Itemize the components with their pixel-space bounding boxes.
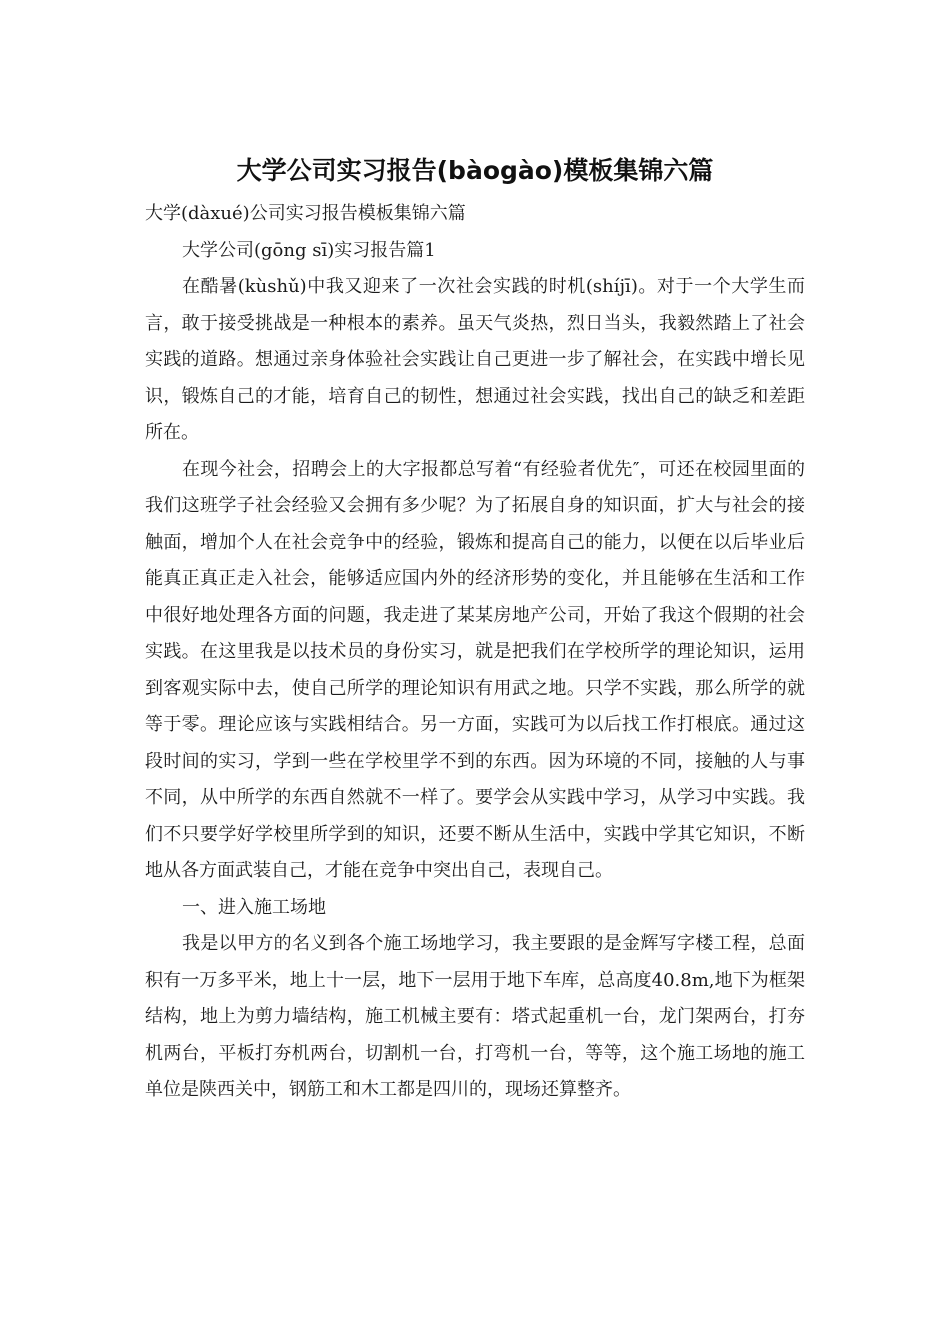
document-title: 大学公司实习报告(bàogào)模板集锦六篇 — [236, 156, 714, 185]
list-heading: 一、进入施工场地 — [182, 896, 326, 918]
document-body — [145, 196, 805, 1109]
paragraph-2: 在现今社会，招聘会上的大字报都总写着“有经验者优先″，可还在校园里面的我们这班学子社会经验又会拥有多少呢？为了拓展自身的知识面，扩大与社会的接触面，增加个人在社会竞争中的经验，锻炼和提高自己的能力，以便在以后毕业后能真正真正走入社会，能够适应国内外的经济形势的变化，并且能够在生活和工作中很好地处理各方面的问题，我走进了某某房地产公司，开始了我这个假期的社会实践。在这里我是以技术员的身份实习，就是把我们在学校所学的理论知识，运用到客观实际中去，使自己所学的理论知识有用武之地。只学不实践，那么所学的就等于零。理论应该与实践相结合。另一方面，实践可为以后找工作打根底。通过这段时间的实习，学到一些在学校里学不到的东西。因为环境的不同，接触的人与事不同，从中所学的东西自然就不一样了。要学会从实践中学习，从学习中实践。我们不只要学好学校里所学到的知识，还要不断从生活中，实践中学其它知识，不断地从各方面武装自己，才能在竞争中突出自己，表现自己。 — [145, 458, 805, 881]
paragraph-1: 在酷暑(kùshǔ)中我又迎来了一次社会实践的时机(shíjī)。对于一个大学生而言，敢于接受挑战是一种根本的素养。虽天气炎热，烈日当头，我毅然踏上了社会实践的道路。想通过亲身体验社会实践让自己更进一步了解社会，在实践中增长见识，锻炼自己的才能，培育自己的韧性，想通过社会实践，找出自己的缺乏和差距所在。 — [145, 276, 805, 443]
document-subtitle: 大学(dàxué)公司实习报告模板集锦六篇 — [145, 203, 466, 224]
paragraph-3: 我是以甲方的名义到各个施工场地学习，我主要跟的是金辉写字楼工程，总面积有一万多平米，地上十一层，地下一层用于地下车库，总高度40.8m,地下为框架结构，地上为剪力墙结构，施工机械主要有：塔式起重机一台，龙门架两台，打夯机两台，平板打夯机两台，切割机一台，打弯机一台，等等，这个施工场地的施工单位是陕西关中，钢筋工和木工都是四川的，现场还算整齐。 — [145, 933, 805, 1100]
section-heading: 大学公司(gōng sī)实习报告篇1 — [182, 239, 436, 261]
